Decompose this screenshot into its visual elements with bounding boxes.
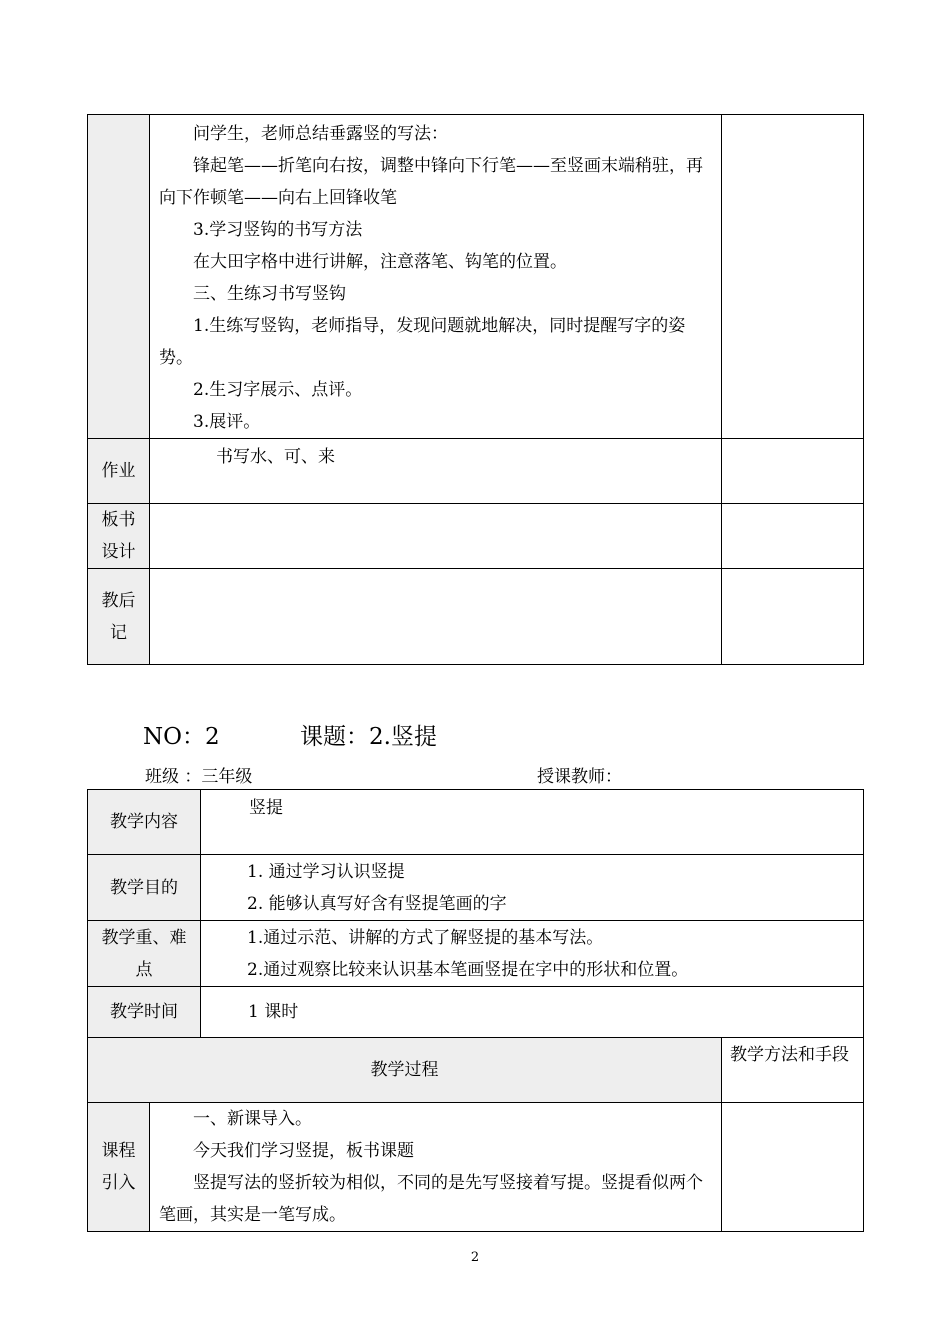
homework-text: 书写水、可、来	[216, 447, 335, 467]
intro-line: 今天我们学习竖提，板书课题	[193, 1141, 414, 1161]
content-line: 3.展评。	[193, 412, 261, 432]
teacher-label: 授课教师：	[537, 767, 622, 787]
class-info: 班级 ：三年级	[145, 767, 253, 787]
time-cell	[201, 987, 864, 1038]
homework-content	[150, 439, 722, 504]
intro-line: 一、新课导入。	[193, 1109, 312, 1129]
content-line: 三、生练习书写竖钩	[193, 284, 346, 304]
goal-item: 2. 能够认真写好含有竖提笔画的字	[247, 894, 507, 914]
board-label-line: 板书	[101, 510, 136, 530]
intro-label-line: 引入	[101, 1173, 136, 1193]
lesson-topic: 课题：2.竖提	[300, 724, 437, 750]
lesson-number: NO：2	[143, 724, 220, 750]
method-cell	[722, 115, 864, 439]
intro-content-cell	[150, 1103, 722, 1232]
homework-method-cell	[722, 439, 864, 504]
method-label-cell	[722, 1038, 864, 1103]
method-label: 教学方法和手段	[730, 1045, 849, 1065]
page-number: 2	[470, 1250, 480, 1265]
content-line: 1.生练写竖钩，老师指导，发现问题就地解决，同时提醒写字的姿势。	[159, 316, 686, 368]
process-content-cell	[150, 115, 722, 439]
key-item: 2.通过观察比较来认识基本笔画竖提在字中的形状和位置。	[247, 960, 689, 980]
lesson-info	[145, 762, 865, 787]
board-design-label	[88, 504, 150, 569]
intro-label-line: 课程	[101, 1141, 136, 1161]
goal-item: 1. 通过学习认识竖提	[247, 862, 405, 882]
time-value: 1 课时	[248, 1002, 299, 1022]
content-line: 3.学习竖钩的书写方法	[193, 220, 363, 240]
goal-label: 教学目的	[88, 855, 201, 921]
content-line: 问学生，老师总结垂露竖的写法：	[193, 124, 448, 144]
goal-cell	[201, 855, 864, 921]
lesson-title	[143, 718, 437, 751]
process-label-cell	[88, 115, 150, 439]
board-label-line: 设计	[101, 542, 136, 562]
board-design-content	[150, 504, 722, 569]
key-label-line: 点	[135, 959, 153, 980]
board-method-cell	[722, 504, 864, 569]
reflection-method-cell	[722, 569, 864, 665]
lesson2-table	[87, 789, 864, 1232]
content-label: 教学内容	[88, 790, 201, 855]
intro-method-cell	[722, 1103, 864, 1232]
content-line: 在大田字格中进行讲解，注意落笔、钩笔的位置。	[193, 252, 567, 272]
reflection-content	[150, 569, 722, 665]
content-line: 锋起笔——折笔向右按，调整中锋向下行笔——至竖画末端稍驻，再向下作顿笔——向右上回锋收笔	[159, 156, 703, 208]
key-item: 1.通过示范、讲解的方式了解竖提的基本写法。	[247, 928, 604, 948]
upper-lesson-table	[87, 114, 864, 665]
reflection-label	[88, 569, 150, 665]
time-label: 教学时间	[88, 987, 201, 1038]
content-value-cell	[201, 790, 864, 855]
content-value: 竖提	[249, 798, 283, 818]
key-points-label	[88, 921, 201, 987]
intro-label	[88, 1103, 150, 1232]
key-points-cell	[201, 921, 864, 987]
reflection-label-line: 记	[110, 622, 127, 643]
process-label: 教学过程	[88, 1038, 722, 1103]
key-label-line: 教学重、难	[101, 927, 187, 948]
intro-line: 竖提写法的竖折较为相似，不同的是先写竖接着写提。竖提看似两个笔画，其实是一笔写成。	[159, 1173, 703, 1225]
content-line: 2.生习字展示、点评。	[193, 380, 363, 400]
reflection-label-line: 教后	[101, 590, 136, 611]
homework-label: 作业	[88, 439, 150, 504]
